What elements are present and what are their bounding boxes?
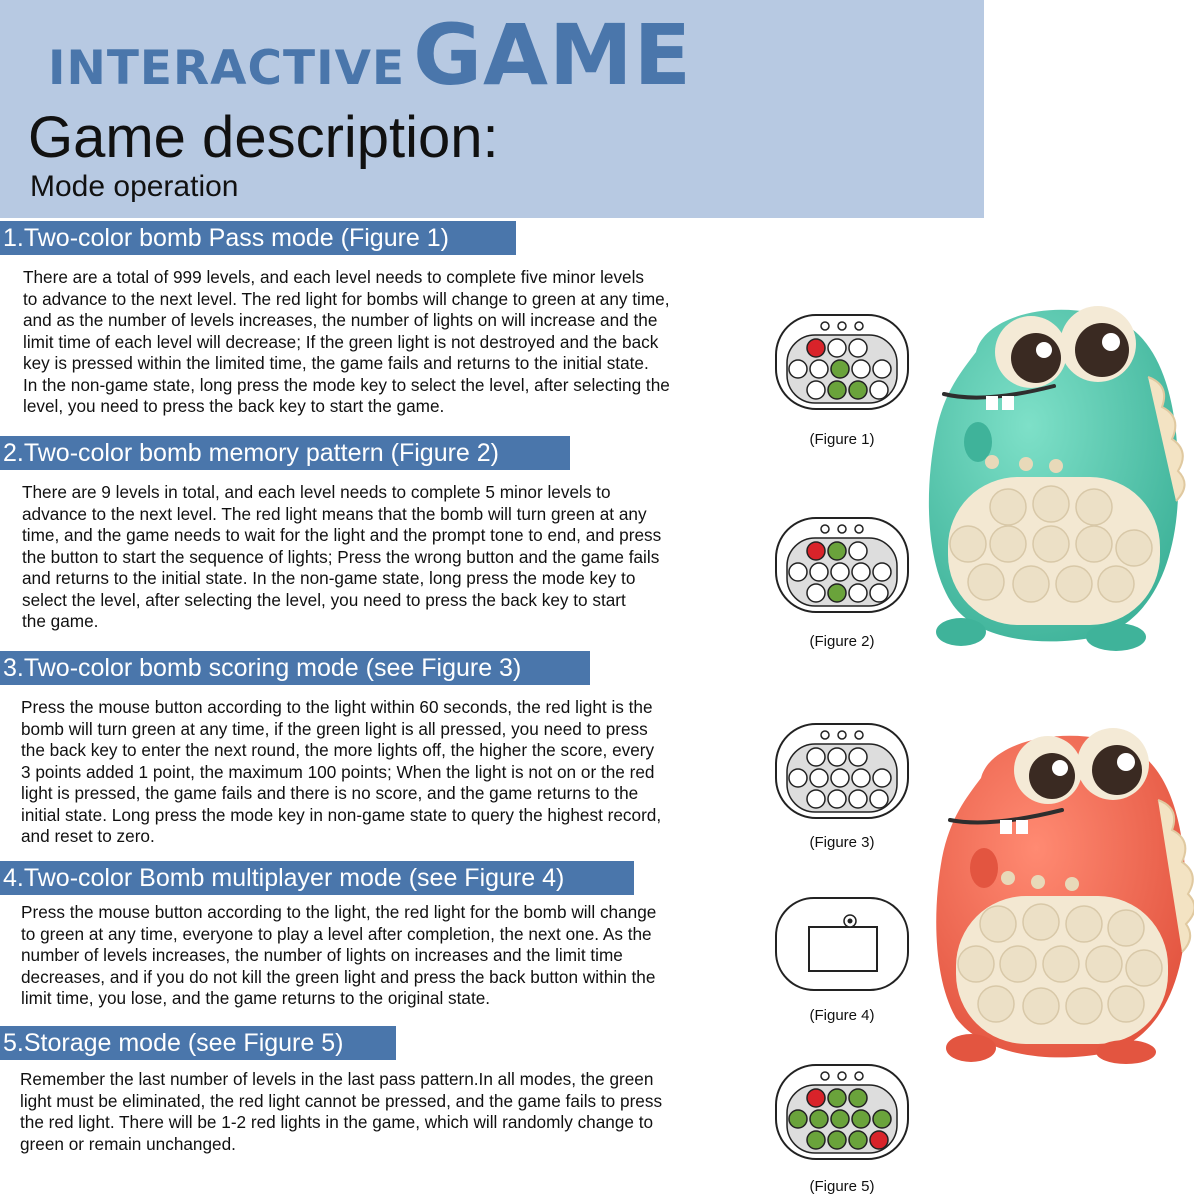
light-white — [831, 563, 849, 581]
light-white — [849, 542, 867, 560]
light-white — [849, 790, 867, 808]
light-green — [807, 1131, 825, 1149]
figure-4-diagram — [773, 895, 911, 993]
mode-4-line: decreases, and if you do not kill the green light and press the back button within the — [21, 966, 656, 987]
light-white — [849, 339, 867, 357]
mode-2-line: the button to start the sequence of lights; Press the wrong button and the game fails — [22, 546, 660, 567]
light-white — [828, 790, 846, 808]
mode-2-line: There are 9 levels in total, and each level needs to complete 5 minor levels to — [22, 482, 611, 502]
mode-5-description — [20, 1069, 720, 1155]
light-white — [873, 360, 891, 378]
key-dot — [855, 525, 863, 533]
key-dot — [838, 1072, 846, 1080]
mode-1-line: level, you need to press the back key to start the game. — [23, 396, 445, 416]
light-green — [849, 1089, 867, 1107]
light-green — [810, 1110, 828, 1128]
mode-5-title: 5.Storage mode (see Figure 5) — [0, 1026, 396, 1060]
mode-2-line: the game. — [22, 611, 99, 631]
light-white — [807, 584, 825, 602]
mode-1-title: 1.Two-color bomb Pass mode (Figure 1) — [0, 221, 516, 255]
light-white — [828, 748, 846, 766]
light-white — [810, 360, 828, 378]
light-white — [807, 790, 825, 808]
key-dot — [855, 322, 863, 330]
light-white — [852, 769, 870, 787]
light-white — [789, 769, 807, 787]
mode-1-line: limit time of each level will decrease; If the green light is not destroyed and the back — [23, 331, 659, 352]
light-green — [828, 381, 846, 399]
light-green — [828, 1131, 846, 1149]
mode-1-line: There are a total of 999 levels, and each level needs to complete five minor levels — [23, 267, 645, 287]
light-white — [852, 563, 870, 581]
light-white — [849, 748, 867, 766]
mode-3-line: Press the mouse button according to the light within 60 seconds, the red light is the — [21, 697, 653, 717]
light-white — [831, 769, 849, 787]
key-dot — [838, 322, 846, 330]
light-white — [870, 790, 888, 808]
figure-2-label: (Figure 2) — [809, 633, 875, 650]
mode-2-line: advance to the next level. The red light means that the bomb will turn green at any — [22, 503, 647, 524]
light-red — [807, 339, 825, 357]
mode-3-line: 3 points added 1 point, the maximum 100 points; When the light is not on or the red — [21, 761, 655, 782]
key-dot — [838, 525, 846, 533]
mode-5-line: the red light. There will be 1-2 red lights in the game, which will randomly change to — [20, 1112, 654, 1132]
light-white — [789, 360, 807, 378]
mode-1-line: to advance to the next level. The red light for bombs will change to green at any time, — [23, 288, 670, 309]
light-green — [789, 1110, 807, 1128]
mode-5-line: Remember the last number of levels in the last pass pattern.In all modes, the green — [20, 1069, 654, 1089]
light-green — [849, 381, 867, 399]
figure-5-diagram — [773, 1062, 911, 1162]
figure-4-label: (Figure 4) — [809, 1007, 875, 1024]
page-heading: Game description: — [28, 105, 499, 170]
light-red — [870, 1131, 888, 1149]
mode-3-description — [21, 697, 721, 848]
light-white — [810, 563, 828, 581]
key-dot — [838, 731, 846, 739]
light-white — [807, 381, 825, 399]
coral-dinosaur-toy-image — [926, 718, 1194, 1066]
light-white — [789, 563, 807, 581]
mode-3-title: 3.Two-color bomb scoring mode (see Figure 3) — [0, 651, 590, 685]
light-white — [870, 381, 888, 399]
light-green — [828, 542, 846, 560]
light-white — [873, 563, 891, 581]
game-title — [48, 6, 693, 104]
mode-4-line: limit time, you lose, and the game returns to the original state. — [21, 988, 491, 1008]
title-game: GAME — [413, 6, 693, 104]
mode-4-line: Press the mouse button according to the light, the red light for the bomb will change — [21, 902, 657, 922]
mode-1-description — [23, 267, 723, 418]
light-green — [831, 360, 849, 378]
light-green — [831, 1110, 849, 1128]
mode-1-line: and as the number of levels increases, the number of lights on will increase and the — [23, 310, 658, 330]
key-dot — [821, 731, 829, 739]
mode-2-line: and returns to the initial state. In the non-game state, long press the mode key to — [22, 568, 636, 588]
mode-4-description — [21, 902, 721, 1010]
light-white — [810, 769, 828, 787]
key-dot — [821, 525, 829, 533]
light-white — [828, 339, 846, 357]
light-green — [828, 1089, 846, 1107]
mode-3-line: bomb will turn green at any time, if the green light is all pressed, you need to press — [21, 718, 648, 739]
mode-4-line: number of levels increases, the number of lights on increases and the limit time — [21, 945, 623, 965]
mode-5-line: light must be eliminated, the red light cannot be pressed, and the game fails to press — [20, 1090, 663, 1111]
light-red — [807, 542, 825, 560]
title-interactive: INTERACTIVE — [48, 41, 406, 96]
figure-3-diagram — [773, 721, 911, 821]
mode-2-title: 2.Two-color bomb memory pattern (Figure 2) — [0, 436, 570, 470]
figure-1-label: (Figure 1) — [809, 431, 875, 448]
mode-4-title: 4.Two-color Bomb multiplayer mode (see Figure 4) — [0, 861, 634, 895]
mode-1-line: key is pressed within the limited time, the game fails and returns to the initial state. — [23, 353, 649, 373]
light-white — [873, 769, 891, 787]
figure-2-diagram — [773, 515, 911, 615]
light-red — [807, 1089, 825, 1107]
page-subheading: Mode operation — [30, 170, 239, 203]
key-dot — [855, 1072, 863, 1080]
key-dot — [855, 731, 863, 739]
mode-3-line: initial state. Long press the mode key in non-game state to query the highest record, — [21, 804, 662, 825]
mode-1-line: In the non-game state, long press the mode key to select the level, after selecting the — [23, 374, 670, 395]
mode-3-line: and reset to zero. — [21, 826, 155, 846]
light-white — [849, 584, 867, 602]
figure-5-label: (Figure 5) — [809, 1178, 875, 1195]
mode-4-line: to green at any time, everyone to play a level after completion, the next one. As the — [21, 923, 652, 944]
key-dot — [821, 322, 829, 330]
key-dot — [821, 1072, 829, 1080]
teal-dinosaur-toy-image — [916, 292, 1188, 654]
light-green — [828, 584, 846, 602]
light-green — [873, 1110, 891, 1128]
light-green — [852, 1110, 870, 1128]
figure-1-diagram — [773, 312, 911, 412]
light-white — [807, 748, 825, 766]
mode-5-line: green or remain unchanged. — [20, 1133, 236, 1154]
mode-2-line: select the level, after selecting the level, you need to press the back key to start — [22, 589, 626, 610]
mode-2-description — [22, 482, 722, 633]
mode-3-line: light is pressed, the game fails and there is no score, and the game returns to the — [21, 783, 639, 803]
light-white — [852, 360, 870, 378]
light-white — [870, 584, 888, 602]
figure-3-label: (Figure 3) — [809, 834, 875, 851]
mode-2-line: time, and the game needs to wait for the light and the prompt tone to end, and press — [22, 525, 662, 545]
mode-3-line: the back key to enter the next round, the more lights off, the higher the score, every — [21, 740, 655, 760]
light-green — [849, 1131, 867, 1149]
